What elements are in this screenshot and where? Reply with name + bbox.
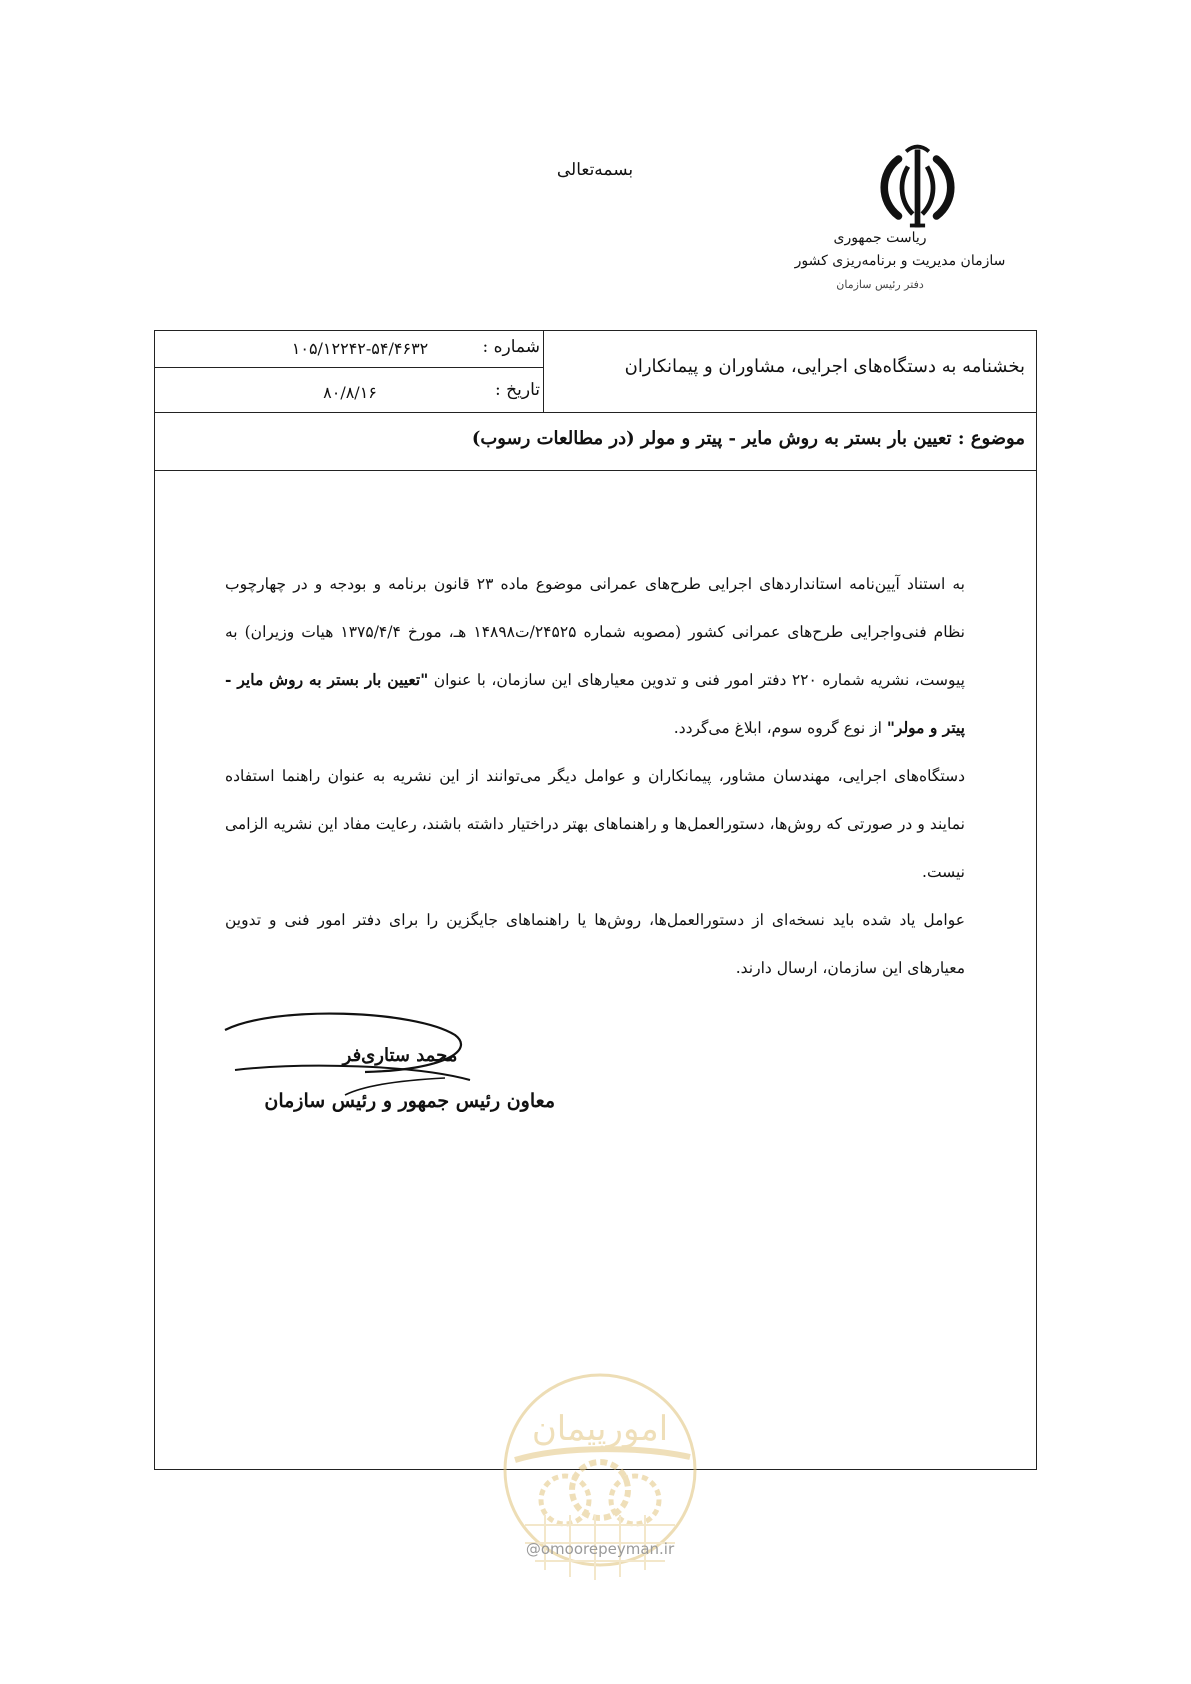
number-label: شماره : <box>482 337 540 357</box>
paragraph-3: عوامل یاد شده باید نسخه‌ای از دستورالعمل‌ها، روش‌ها یا راهنماهای جایگزین را برای دفتر امور فنی و تدوین معیارهای این سازمان، ارسال دارند. <box>225 911 965 977</box>
publication-title: "تعیین بار بستر به روش مایر - پیتر و مولر" <box>225 670 965 737</box>
date-label: تاریخ : <box>495 380 540 400</box>
paragraph-1-text: به استناد آیین‌نامه استانداردهای اجرایی طرح‌های عمرانی موضوع ماده ۲۳ قانون برنامه و بودجه و در چهارچوب نظام فنی‌واجرایی طرح‌های عمرانی کشور (مصوبه شماره ۲۴۵۲۵/ت۱۴۸۹۸ هـ، مورخ ۱۳۷۵/۴/۴ هیات وزیران) به پیوست، نشریه شماره ۲۲۰ دفتر امور فنی و تدوین معیارهای این سازمان، با عنوان <box>225 575 965 689</box>
divider-subject-body <box>154 470 1037 471</box>
watermark-logo-text: امورپیمان <box>531 1409 669 1449</box>
signatory-title: معاون رئیس جمهور و رئیس سازمان <box>264 1090 555 1112</box>
date-value: ۸۰/۸/۱۶ <box>323 383 377 402</box>
subject-line: موضوع : تعیین بار بستر به روش مایر - پیتر و مولر (در مطالعات رسوب) <box>471 428 1025 449</box>
paragraph-2: دستگاه‌های اجرایی، مهندسان مشاور، پیمانکاران و عوامل دیگر می‌توانند از این نشریه به عنوان راهنما استفاده نمایند و در صورتی که روش‌ها، دستورالعمل‌ها و راهنماهای بهتر دراختیار داشته باشند، رعایت مفاد این نشریه الزامی نیست. <box>225 767 965 881</box>
org-presidency: ریاست جمهوری <box>833 230 927 246</box>
paragraph-1 <box>225 560 965 752</box>
number-value: ۱۰۵/۱۲۲۴۲-۵۴/۴۶۳۲ <box>291 339 429 358</box>
org-name: سازمان مدیریت و برنامه‌ریزی کشور <box>794 253 1006 269</box>
watermark-logo <box>495 1365 705 1595</box>
paragraph-1-end: از نوع گروه سوم، ابلاغ می‌گردد. <box>673 719 887 737</box>
letter-body <box>225 560 965 992</box>
divider-vertical <box>543 330 544 412</box>
watermark-site: @omoorepeyman.ir <box>525 1540 675 1558</box>
recipients: بخشنامه به دستگاه‌های اجرایی، مشاوران و پیمانکاران <box>624 356 1025 377</box>
divider-header-subject <box>154 412 1037 413</box>
org-office: دفتر رئیس سازمان <box>836 278 924 291</box>
iran-emblem-icon <box>870 140 965 235</box>
basmala-heading: بسمه‌تعالی <box>556 160 634 180</box>
signatory-name: محمد ستاری‌فر <box>342 1045 458 1066</box>
divider-number-date <box>154 367 544 368</box>
